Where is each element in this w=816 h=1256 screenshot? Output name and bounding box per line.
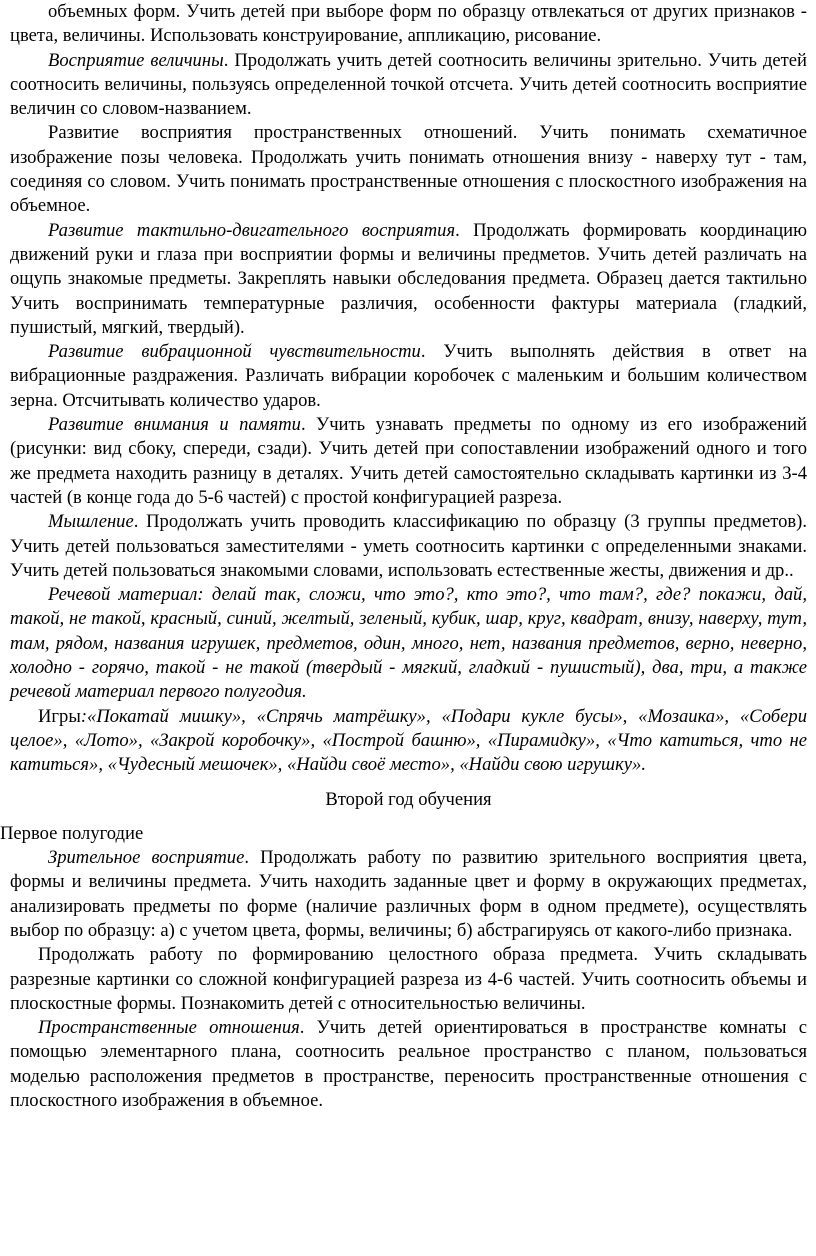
section-term: Развитие вибрационной чувствительности bbox=[48, 341, 421, 363]
games-lead: Игры bbox=[38, 705, 81, 727]
paragraph-forms-continued bbox=[10, 0, 807, 49]
section-term: Развитие внимания и памяти bbox=[48, 414, 301, 436]
paragraph-visual-perception bbox=[10, 846, 807, 943]
paragraph-text: . Продолжать формировать координацию движений руки и глаза при восприятии формы и величины предметов. Учить детей различать на ощупь знакомые предметы. Закреплять навыки обследования предмета. Образец дается тактильно Учить воспринимать температурные различия, особенности фактуры материала (гладкий, пушистый, мягкий, твердый). bbox=[10, 219, 807, 338]
games-list: :«Покатай мишку», «Спрячь матрёшку», «Подари кукле бусы», «Мозаика», «Собери целое», «Лото», «Закрой коробочку», «Построй башню», «Пирамидку», «Что катиться, что не катиться», «Чудесный мешочек», «Найди своё место», «Найди свою игрушку». bbox=[10, 705, 807, 776]
paragraph-text: . Продолжать учить детей соотносить величины зрительно. Учить детей соотносить величины, пользуясь определенной точкой отсчета. Учить детей соотносить восприятие величин со словом-названием. bbox=[10, 49, 808, 120]
paragraph-text: объемных форм. Учить детей при выборе форм по образцу отвлекаться от других признаков - цвета, величины. Использовать конструирование, аппликацию, рисование. bbox=[10, 1, 807, 47]
paragraph-tactile-motor bbox=[10, 219, 807, 340]
paragraph-text: . Учить детей ориентироваться в пространстве комнаты с помощью элементарного плана, соотносить реальное пространство с планом, пользоваться моделью расположения предметов в пространстве, переносить пространственные отношения с плоскостного изображения в объемное. bbox=[10, 1017, 807, 1112]
paragraph-whole-image bbox=[10, 943, 807, 1016]
paragraph-text: . Продолжать работу по развитию зрительного восприятия цвета, формы и величины предмета. Учить находить заданные цвет и форму в окружающих предметах, анализировать предметы по форме (наличие различных форм в одном предмете), осуществлять выбор по образцу: а) с учетом цвета, формы, величины; б) абстрагируясь от какого-либо признака. bbox=[10, 847, 808, 941]
paragraph-text: . Продолжать учить проводить классификацию по образцу (3 группы предметов). Учить детей пользоваться заместителями - уметь соотносить картинки с определенными знаками. Учить детей пользоваться знакомыми словами, использовать естественные жесты, движения и др.. bbox=[10, 511, 807, 581]
paragraph-speech-material bbox=[10, 583, 807, 704]
section-term: Восприятие величины bbox=[48, 49, 224, 71]
paragraph-vibration bbox=[10, 340, 807, 413]
paragraph-attention-memory bbox=[10, 413, 807, 510]
subsection-heading: Первое полугодие bbox=[0, 822, 144, 844]
paragraph-text: . Учить узнавать предметы по одному из его изображений (рисунки: вид сбоку, спереди, сзади). Учить детей при сопоставлении изображений одного и того же предмета находить разницу в деталях. Учить детей самостоятельно складывать картинки из 3-4 частей (в конце года до 5-6 частей) с простой конфигурацией разреза. bbox=[10, 414, 807, 508]
paragraph-spatial-relations bbox=[10, 121, 807, 218]
paragraph-text: Речевой материал: делай так, сложи, что это?, кто это?, что там?, где? покажи, дай, такой, не такой, красный, синий, желтый, зеленый, кубик, шар, круг, квадрат, внизу, наверху, тут, там, рядом, названия игрушек, предметов, один, много, нет, названия предметов, верно, неверно, холодно - горячо, такой - не такой (твердый - мягкий, гладкий - пушистый), два, три, а также речевой материал первого полугодия. bbox=[10, 584, 807, 703]
paragraph-spatial-orientation bbox=[10, 1016, 807, 1113]
section-term: Мышление bbox=[48, 511, 134, 533]
paragraph-thinking bbox=[10, 510, 807, 583]
paragraph-text: . Учить выполнять действия в ответ на вибрационные раздражения. Различать вибрации коробочек с маленьким и большим количеством зерна. Отсчитывать количество ударов. bbox=[10, 341, 807, 411]
paragraph-text: Развитие восприятия пространственных отношений. Учить понимать схематичное изображение позы человека. Продолжать учить понимать отношения внизу - наверху тут - там, соединяя со словом. Учить понимать пространственные отношения с плоскостного изображения на объемное. bbox=[10, 122, 807, 217]
paragraph-size-perception bbox=[10, 49, 807, 122]
paragraph-text: Продолжать работу по формированию целостного образа предмета. Учить складывать разрезные картинки со сложной конфигурацией разреза из 4-6 частей. Учить соотносить объемы и плоскостные формы. Познакомить детей с относительностью величины. bbox=[10, 944, 807, 1014]
section-term: Пространственные отношения bbox=[38, 1017, 300, 1039]
section-heading: Второй год обучения bbox=[325, 788, 492, 810]
section-term: Развитие тактильно-двигательного восприятия bbox=[48, 219, 456, 241]
paragraph-games bbox=[10, 705, 807, 778]
section-term: Зрительное восприятие bbox=[48, 847, 245, 869]
